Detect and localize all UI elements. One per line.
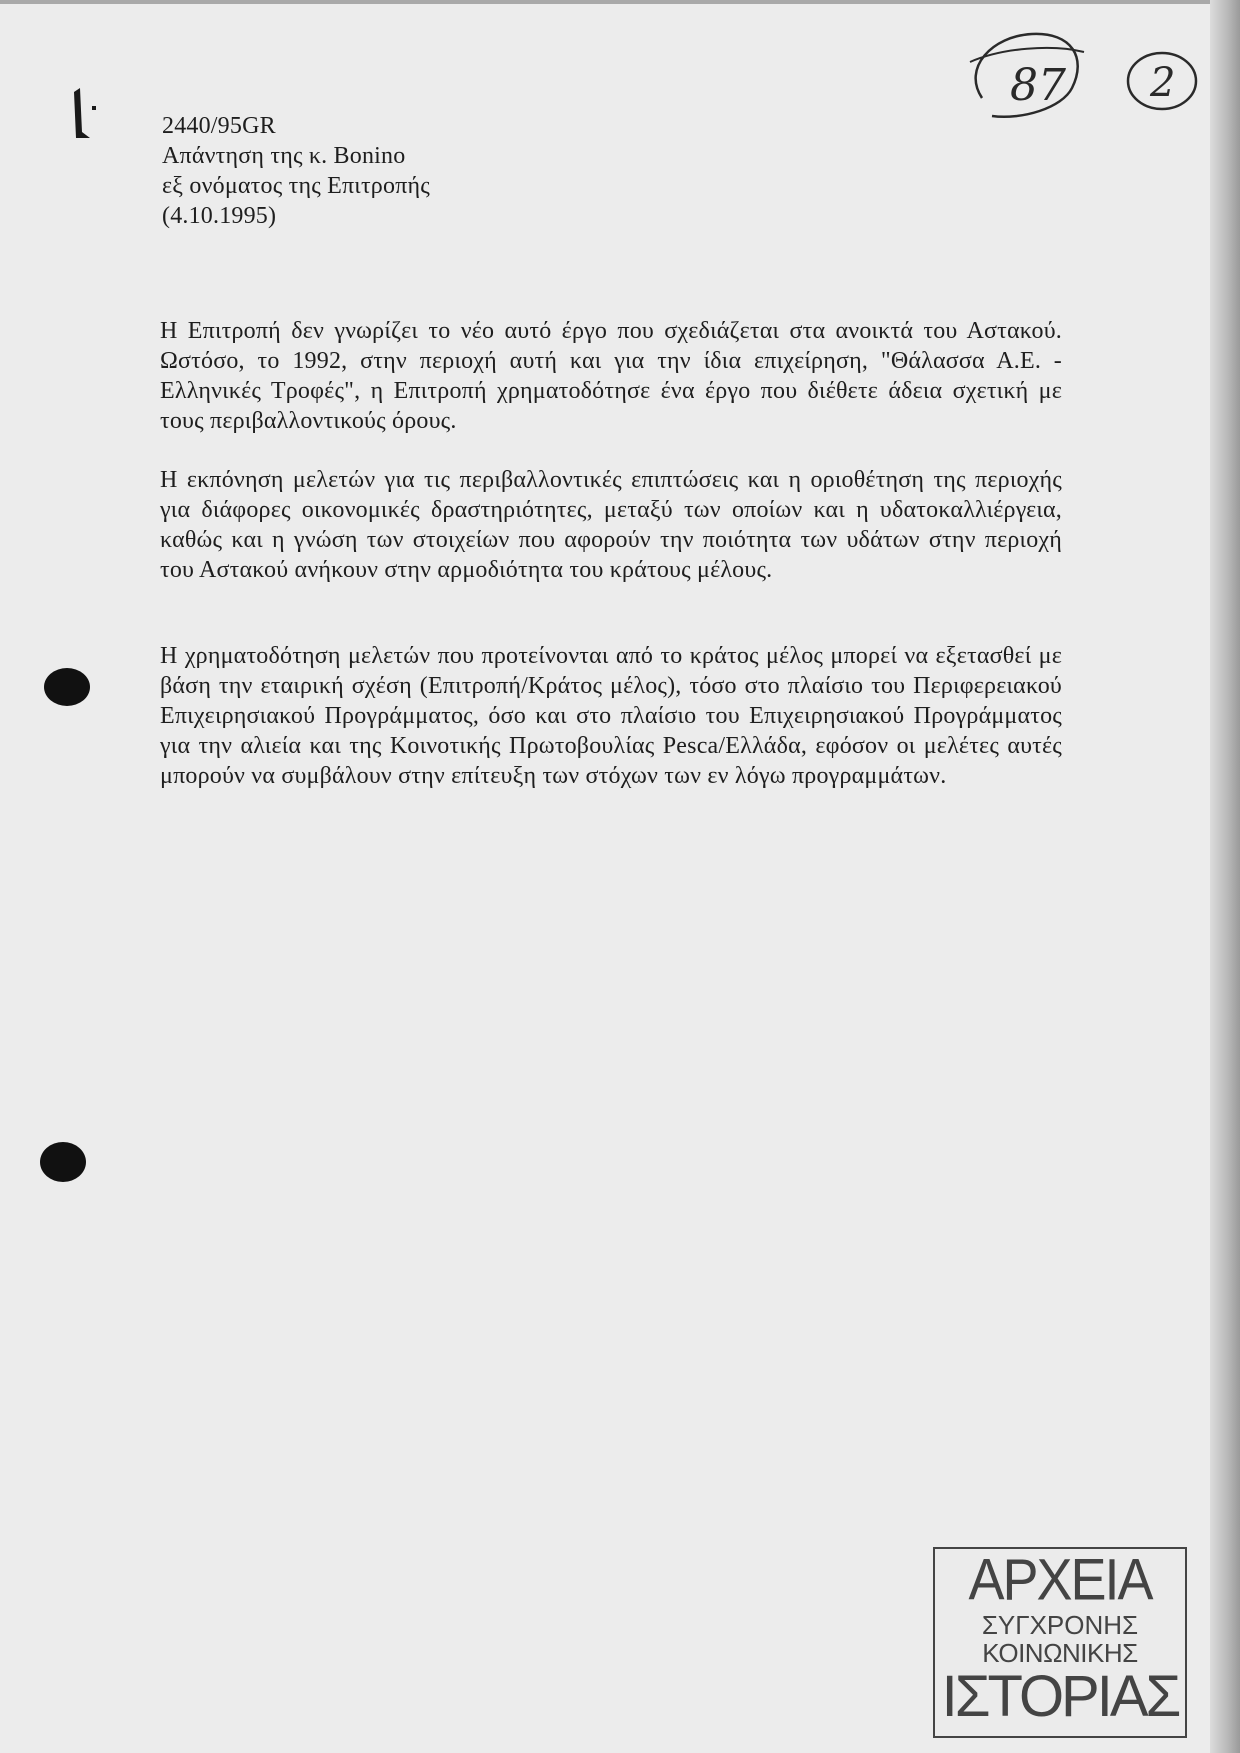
sheet-number-text: 2: [1150, 60, 1176, 106]
page-number-text: 87: [1010, 60, 1066, 111]
body-paragraph-1: Η Επιτροπή δεν γνωρίζει το νέο αυτό έργο που σχεδιάζεται στα ανοικτά του Αστακού. Ωστόσο, το 1992, στην περιοχή αυτή και για την ίδια επιχείρηση, "Θάλασσα Α.Ε. - Ελληνικές Τροφές", η Επιτροπή χρηματοδότησε ένα έργο που διέθετε άδεια σχετική με τους περιβαλλοντικούς όρους.: [160, 318, 1062, 434]
scan-edge-top: [0, 0, 1240, 4]
answer-date: (4.10.1995): [162, 203, 277, 229]
punch-hole-upper: [44, 668, 90, 706]
reference-number: 2440/95GR: [162, 113, 276, 139]
punch-hole-lower: [40, 1142, 86, 1182]
document-header: [162, 111, 582, 231]
body-paragraph-2: Η εκπόνηση μελετών για τις περιβαλλοντικές επιπτώσεις και η οριοθέτηση της περιοχής για διάφορες οικονομικές δραστηριότητες, μεταξύ των οποίων και η υδατοκαλλιέργεια, καθώς και η γνώση των στοιχείων που αφορούν την ποιότητα των υδάτων στην περιοχή του Αστακού ανήκουν στην αρμοδιότητα του κράτους μέλους.: [160, 467, 1062, 583]
answer-by: Απάντηση της κ. Bonino: [162, 143, 406, 169]
on-behalf-of: εξ ονόματος της Επιτροπής: [162, 173, 430, 199]
scan-edge-right: [1210, 0, 1240, 1753]
margin-tick-mark: [70, 84, 110, 144]
handwritten-page-number: [962, 28, 1092, 128]
handwritten-sheet-number: [1122, 46, 1202, 116]
archive-stamp-line-2: ΣΥΓΧΡΟΝΗΣ: [981, 1610, 1139, 1640]
archive-stamp-line-1: ΑΡΧΕΙΑ: [968, 1547, 1152, 1613]
body-paragraph-3: Η χρηματοδότηση μελετών που προτείνονται από το κράτος μέλος μπορεί να εξετασθεί με βάση την εταιρική σχέση (Επιτροπή/Κράτος μέλος), τόσο στο πλαίσιο του Περιφερειακού Επιχειρησιακού Προγράμματος, όσο και στο πλαίσιο του Επιχειρησιακού Προγράμματος για την αλιεία και της Κοινοτικής Πρωτοβουλίας Pesca/Ελλάδα, εφόσον οι μελέτες αυτές μπορούν να συμβάλουν στην επίτευξη των στόχων των εν λόγω προγραμμάτων.: [160, 643, 1062, 789]
archive-stamp: [933, 1547, 1187, 1738]
archive-stamp-line-4: ΙΣΤΟΡΙΑΣ: [941, 1664, 1179, 1729]
archive-stamp-line-3: ΚΟΙΝΩΝΙΚΗΣ: [982, 1638, 1138, 1668]
